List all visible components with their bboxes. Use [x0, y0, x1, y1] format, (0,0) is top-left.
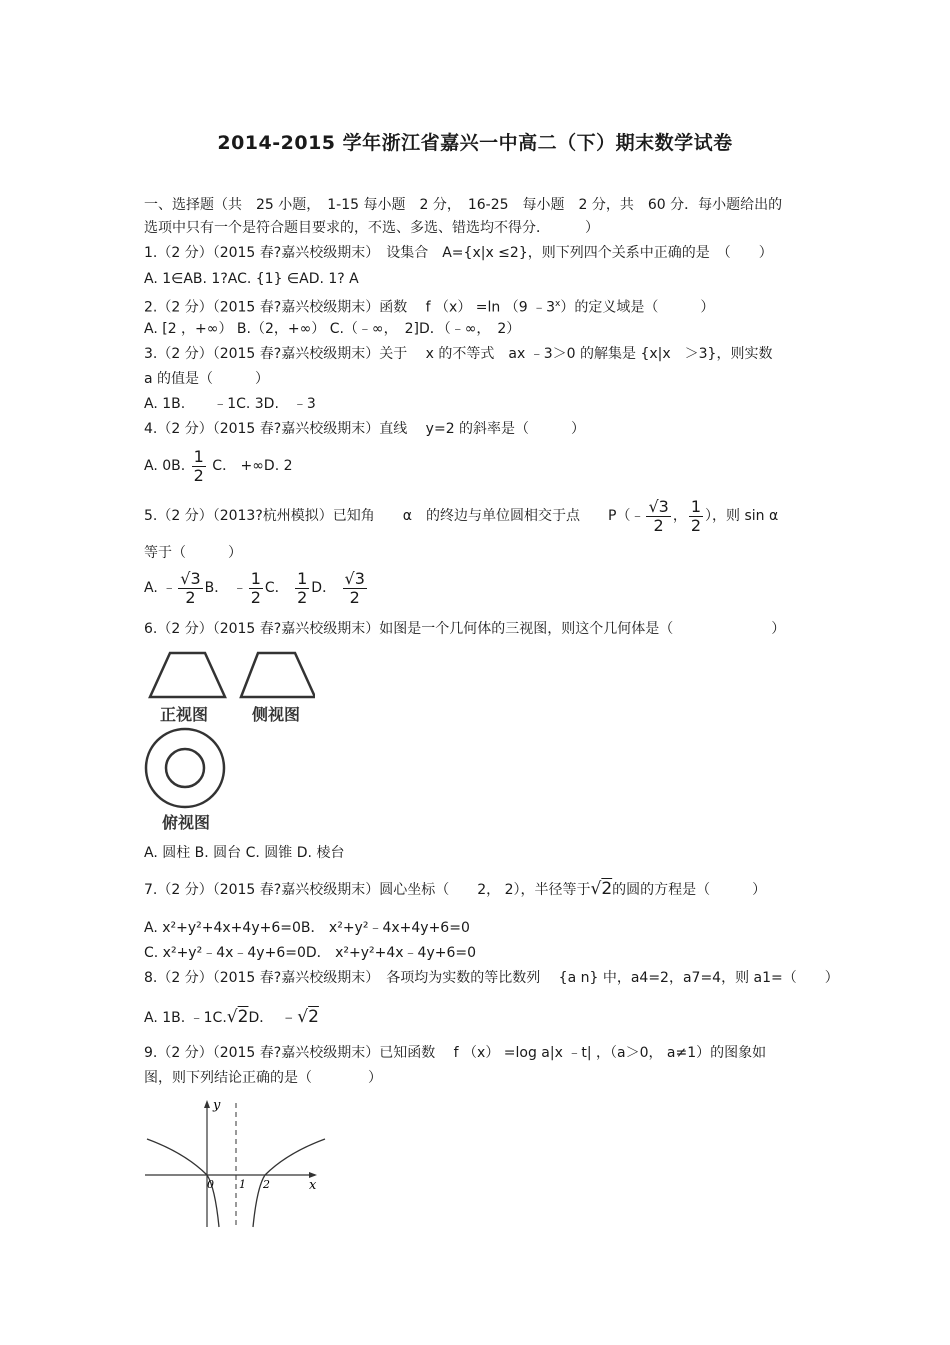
fraction-one-half: $\frac{1}{2}$ [297, 568, 308, 607]
fraction-sqrt3-over-2: $\frac{√3}{2}$ [648, 496, 669, 535]
fraction-one-half: $\frac{1}{2}$ [193, 446, 204, 485]
origin-label: 0 [207, 1178, 214, 1191]
question-4-text: 4.（2 分）（2015 春?嘉兴校级期末）直线 y=2 的斜率是（ ） [144, 421, 586, 437]
question-2-text: 2.（2 分）（2015 春?嘉兴校级期末）函数 f （x） =ln （9 ﹣3$^x$）的定义域是（ ） [144, 299, 715, 316]
question-8-text: 8.（2 分）（2015 春?嘉兴校级期末） 各项均为实数的等比数列 {a n} 中，a4=2，a7=4，则 a1=（ ） [144, 970, 839, 986]
front-view-trapezoid [150, 653, 225, 697]
top-view-label: 俯视图 [162, 813, 211, 832]
fraction-one-half: $\frac{1}{2}$ [690, 496, 702, 535]
x-axis-label: x [309, 1178, 317, 1193]
y-axis-arrow [204, 1100, 210, 1108]
negative-sqrt-2: ﹣√2 [280, 1007, 319, 1027]
section-instructions-line2: 选项中只有一个是符合题目要求的，不选、多选、错选均不得分． ） [144, 220, 599, 236]
front-view-label: 正视图 [160, 705, 209, 724]
question-9-line2: 图，则下列结论正确的是（ ） [144, 1070, 382, 1086]
question-4-options: A. 0B. $\frac{1}{2}$ C． +∞D. 2 [144, 446, 293, 485]
question-3-line1: 3.（2 分）（2015 春?嘉兴校级期末）关于 x 的不等式 ax ﹣3＞0 的解集是 {x|x ＞3}，则实数 [144, 346, 773, 362]
top-view-outer-circle [146, 729, 224, 807]
question-5-options: A. ﹣ $\frac{√3}{2}$ B． ﹣ $\frac{1}{2}$ C． $\frac{1}{2}$ D． $\frac{√3}{2}$ [144, 568, 365, 607]
question-7-options-line2: C. x²+y²﹣4x﹣4y+6=0D． x²+y²+4x﹣4y+6=0 [144, 945, 477, 961]
question-6-options: A. 圆柱 B. 圆台 C. 圆锥 D. 棱台 [144, 845, 345, 861]
sqrt-2: √2 [226, 1007, 249, 1027]
question-5-line2: 等于（ ） [144, 545, 242, 561]
question-8-options: A. 1B. ﹣1C.√2D． ﹣√2 [144, 1007, 319, 1027]
top-view-inner-circle [166, 749, 204, 787]
question-2-options: A. [2 ，+∞） B.（2，+∞） C.（﹣∞， 2]D．（﹣∞， 2） [144, 321, 521, 337]
three-view-figure [140, 645, 315, 835]
fraction-sqrt3-over-2: $\frac{√3}{2}$ [180, 568, 201, 607]
question-7-options-line1: A. x²+y²+4x+4y+6=0B． x²+y²﹣4x+4y+6=0 [144, 920, 470, 936]
question-7-text: 7.（2 分）（2015 春?嘉兴校级期末）圆心坐标（ 2， 2），半径等于√2的圆的方程是（ ） [144, 879, 767, 899]
log-function-graph [145, 1095, 330, 1230]
question-3-line2: a 的值是（ ） [144, 371, 270, 387]
sqrt-2: √2 [590, 879, 613, 899]
question-1-options: A. 1∈AB. 1?AC. {1} ∈AD. 1? A [144, 271, 359, 287]
tick-label-2: 2 [263, 1178, 270, 1191]
question-3-options: A. 1B. ﹣1C. 3D. ﹣3 [144, 396, 316, 412]
question-6-text: 6.（2 分）（2015 春?嘉兴校级期末）如图是一个几何体的三视图，则这个几何体是（ ） [144, 621, 786, 637]
y-axis-label: y [213, 1098, 221, 1113]
fraction-sqrt3-over-2: $\frac{√3}{2}$ [344, 568, 365, 607]
page-title: 2014-2015 学年浙江省嘉兴一中高二（下）期末数学试卷 [217, 132, 733, 154]
side-view-label: 侧视图 [252, 705, 301, 724]
tick-label-1: 1 [239, 1178, 246, 1191]
question-1-text: 1.（2 分）（2015 春?嘉兴校级期末） 设集合 A={x|x ≤2}，则下列四个关系中正确的是 （ ） [144, 245, 773, 261]
question-9-line1: 9.（2 分）（2015 春?嘉兴校级期末）已知函数 f （x） =log a|x ﹣t| ，（a＞0， a≠1）的图象如 [144, 1045, 767, 1061]
question-5-text: 5.（2 分）（2013?杭州模拟）已知角 α 的终边与单位圆相交于点 P（﹣ $\frac{√3}{2}$ ， $\frac{1}{2}$ ），则 sin α [144, 496, 779, 535]
fraction-one-half: $\frac{1}{2}$ [250, 568, 261, 607]
side-view-trapezoid [241, 653, 315, 697]
section-instructions-line1: 一、选择题（共 25 小题， 1-15 每小题 2 分， 16-25 每小题 2 分，共 60 分．每小题给出的 [144, 197, 783, 213]
